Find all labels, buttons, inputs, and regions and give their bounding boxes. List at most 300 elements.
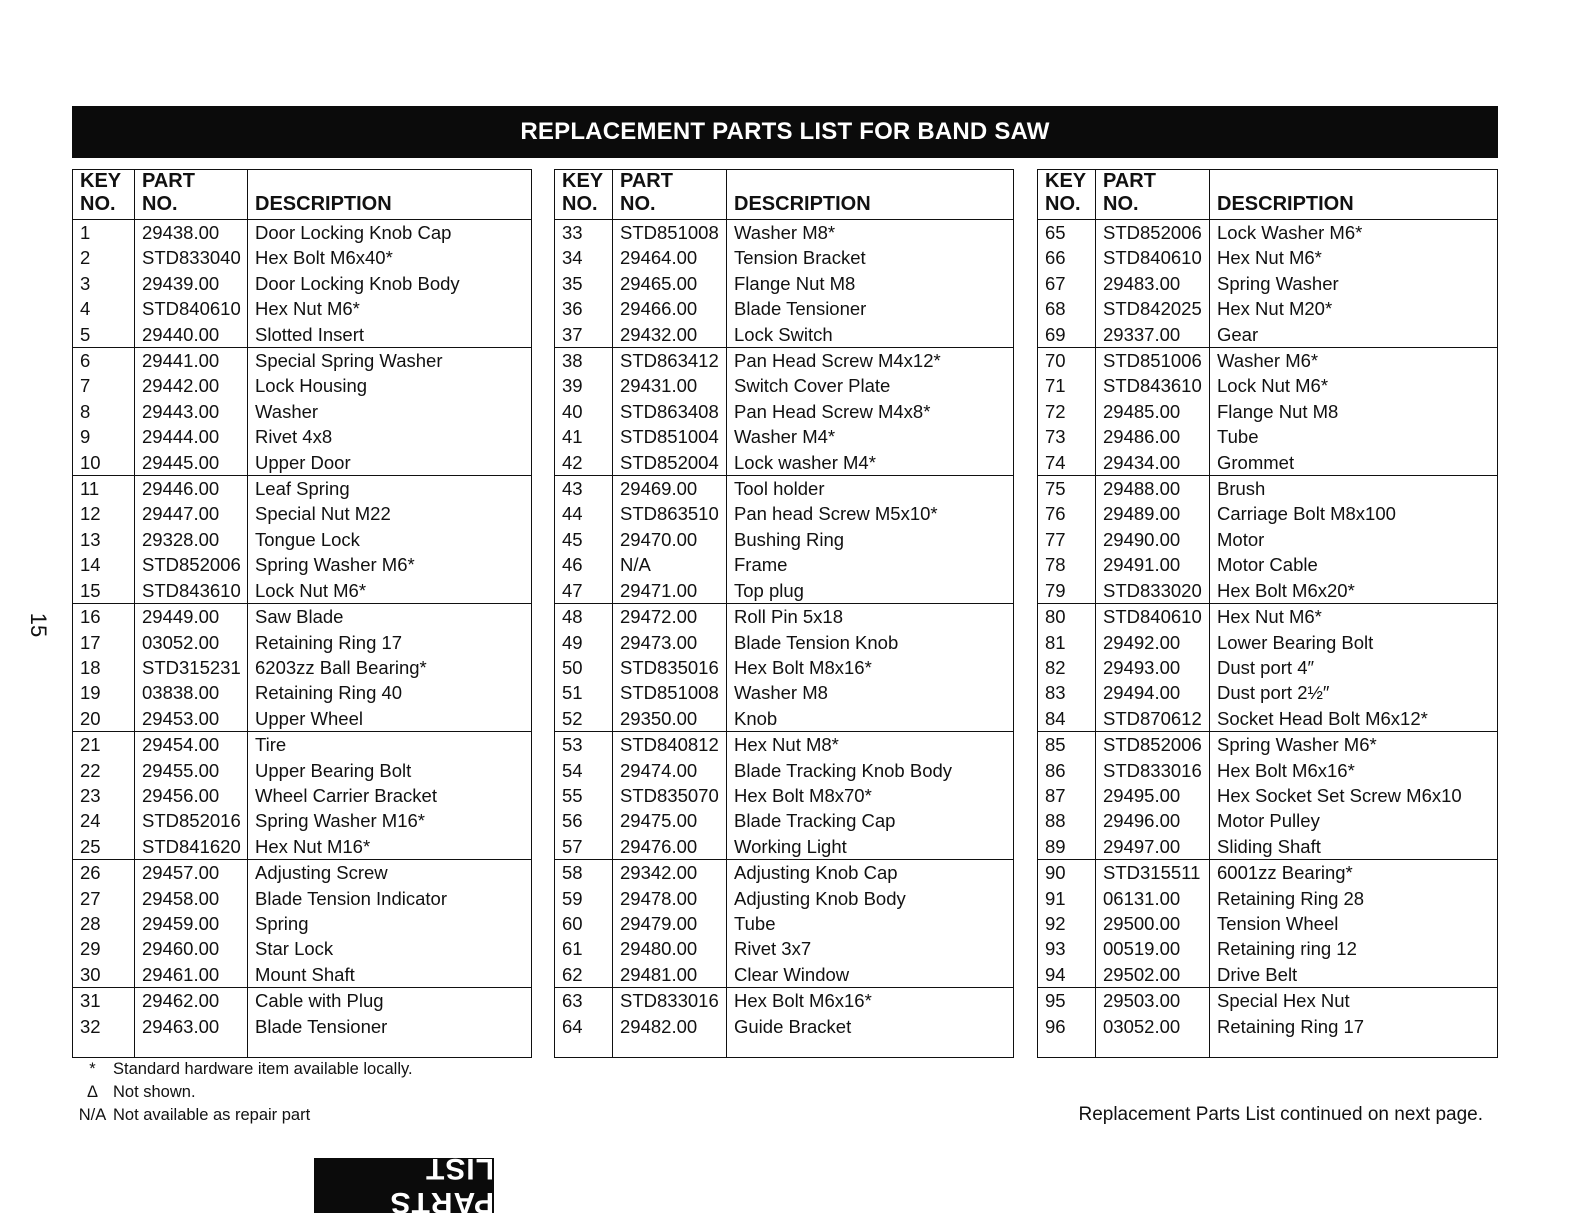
- table-row: [555, 348, 1014, 374]
- table-row: [1038, 373, 1498, 398]
- part-no-cell: 29482.00: [613, 1014, 727, 1039]
- part-no-cell: STD843610: [135, 578, 248, 604]
- table-row: [73, 706, 532, 732]
- key-no-cell: 25: [73, 834, 135, 860]
- key-no-cell: 40: [555, 399, 613, 424]
- description-cell: Rivet 4x8: [248, 424, 532, 449]
- description-cell: Spring Washer M6*: [1210, 732, 1498, 758]
- description-cell: Retaining Ring 17: [1210, 1014, 1498, 1039]
- part-no-cell: 29497.00: [1096, 834, 1210, 860]
- key-no-cell: 34: [555, 245, 613, 270]
- description-cell: Lock washer M4*: [727, 450, 1014, 476]
- description-cell: Pan Head Screw M4x8*: [727, 399, 1014, 424]
- part-no-cell: 29432.00: [613, 322, 727, 348]
- table-row: [1038, 808, 1498, 833]
- description-cell: Hex Nut M16*: [248, 834, 532, 860]
- key-no-cell: 82: [1038, 655, 1096, 680]
- part-no-cell: STD833016: [1096, 758, 1210, 783]
- description-cell: Carriage Bolt M8x100: [1210, 501, 1498, 526]
- parts-table-3: [1037, 169, 1498, 1058]
- description-cell: Special Hex Nut: [1210, 988, 1498, 1014]
- description-cell: Flange Nut M8: [727, 271, 1014, 296]
- part-no-cell: 29479.00: [613, 911, 727, 936]
- key-no-cell: 33: [555, 220, 613, 246]
- key-no-cell: 4: [73, 296, 135, 321]
- description-cell: Adjusting Screw: [248, 860, 532, 886]
- table-row: [1038, 834, 1498, 860]
- table-row: [1038, 399, 1498, 424]
- key-no-cell: 36: [555, 296, 613, 321]
- table-row: [1038, 860, 1498, 886]
- key-no-cell: 56: [555, 808, 613, 833]
- table-row: [555, 399, 1014, 424]
- part-no-cell: 29495.00: [1096, 783, 1210, 808]
- part-no-cell: STD842025: [1096, 296, 1210, 321]
- key-no-cell: 35: [555, 271, 613, 296]
- table-row: [555, 680, 1014, 705]
- part-no-cell: 29431.00: [613, 373, 727, 398]
- description-cell: Top plug: [727, 578, 1014, 604]
- key-no-cell: 43: [555, 476, 613, 502]
- key-no-cell: 27: [73, 886, 135, 911]
- part-no-cell: 29489.00: [1096, 501, 1210, 526]
- part-no-cell: 29459.00: [135, 911, 248, 936]
- description-cell: Tension Bracket: [727, 245, 1014, 270]
- part-no-cell: 29466.00: [613, 296, 727, 321]
- description-cell: Lock Nut M6*: [248, 578, 532, 604]
- table-row: [1038, 655, 1498, 680]
- key-no-cell: 83: [1038, 680, 1096, 705]
- part-no-cell: 29475.00: [613, 808, 727, 833]
- table-row: [1038, 271, 1498, 296]
- key-no-cell: 8: [73, 399, 135, 424]
- page-title: REPLACEMENT PARTS LIST FOR BAND SAW: [72, 106, 1498, 158]
- part-no-cell: 29476.00: [613, 834, 727, 860]
- description-cell: 6001zz Bearing*: [1210, 860, 1498, 886]
- part-no-cell: 29461.00: [135, 962, 248, 988]
- key-no-cell: 7: [73, 373, 135, 398]
- key-no-cell: 21: [73, 732, 135, 758]
- table-row: [73, 808, 532, 833]
- description-cell: Tube: [1210, 424, 1498, 449]
- part-no-cell: 00519.00: [1096, 936, 1210, 961]
- table-row: [1038, 706, 1498, 732]
- part-no-cell: 29441.00: [135, 348, 248, 374]
- description-cell: Flange Nut M8: [1210, 399, 1498, 424]
- table-row: [73, 732, 532, 758]
- part-no-cell: 29342.00: [613, 860, 727, 886]
- table-row: [555, 424, 1014, 449]
- key-no-cell: 29: [73, 936, 135, 961]
- description-cell: Hex Nut M20*: [1210, 296, 1498, 321]
- description-cell: Adjusting Knob Cap: [727, 860, 1014, 886]
- part-no-cell: STD833016: [613, 988, 727, 1014]
- part-no-cell: 29492.00: [1096, 630, 1210, 655]
- part-no-cell: 29473.00: [613, 630, 727, 655]
- key-no-header: KEY NO.: [1038, 170, 1096, 220]
- description-cell: Lower Bearing Bolt: [1210, 630, 1498, 655]
- table-row: [73, 680, 532, 705]
- table-row: [555, 271, 1014, 296]
- part-no-cell: STD315511: [1096, 860, 1210, 886]
- description-cell: Tension Wheel: [1210, 911, 1498, 936]
- table-row: [1038, 911, 1498, 936]
- description-cell: Wheel Carrier Bracket: [248, 783, 532, 808]
- continued-note: Replacement Parts List continued on next page.: [1078, 1104, 1483, 1125]
- table-row: [73, 604, 532, 630]
- table-row: [1038, 450, 1498, 476]
- description-cell: Leaf Spring: [248, 476, 532, 502]
- table-row: [1038, 1014, 1498, 1039]
- description-cell: Blade Tension Indicator: [248, 886, 532, 911]
- part-no-cell: STD835070: [613, 783, 727, 808]
- description-cell: Washer M4*: [727, 424, 1014, 449]
- empty-cell: [555, 1039, 613, 1058]
- description-cell: Washer M6*: [1210, 348, 1498, 374]
- table-row: [1038, 604, 1498, 630]
- description-cell: Grommet: [1210, 450, 1498, 476]
- part-no-cell: STD851008: [613, 680, 727, 705]
- description-cell: Special Spring Washer: [248, 348, 532, 374]
- footnote: [72, 1058, 413, 1081]
- key-no-cell: 62: [555, 962, 613, 988]
- table-row: [555, 578, 1014, 604]
- part-no-cell: 29350.00: [613, 706, 727, 732]
- part-no-cell: 03052.00: [1096, 1014, 1210, 1039]
- part-no-cell: STD840610: [135, 296, 248, 321]
- part-no-cell: 29478.00: [613, 886, 727, 911]
- footnote-text: Not shown.: [113, 1083, 196, 1101]
- table-row: [1038, 245, 1498, 270]
- part-no-cell: 29502.00: [1096, 962, 1210, 988]
- description-cell: Socket Head Bolt M6x12*: [1210, 706, 1498, 732]
- description-header: DESCRIPTION: [1210, 170, 1498, 220]
- table-row: [73, 245, 532, 270]
- key-no-cell: 76: [1038, 501, 1096, 526]
- parts-table-2: [554, 169, 1014, 1058]
- part-no-cell: STD843610: [1096, 373, 1210, 398]
- key-no-cell: 6: [73, 348, 135, 374]
- table-row: [1038, 758, 1498, 783]
- description-cell: Hex Bolt M8x16*: [727, 655, 1014, 680]
- description-cell: 6203zz Ball Bearing*: [248, 655, 532, 680]
- key-no-cell: 74: [1038, 450, 1096, 476]
- table-row: [555, 604, 1014, 630]
- part-no-cell: 29434.00: [1096, 450, 1210, 476]
- table-row: [73, 578, 532, 604]
- empty-cell: [1210, 1039, 1498, 1058]
- empty-cell: [1096, 1039, 1210, 1058]
- description-cell: Washer: [248, 399, 532, 424]
- part-no-cell: 29456.00: [135, 783, 248, 808]
- description-cell: Dust port 4″: [1210, 655, 1498, 680]
- key-no-cell: 31: [73, 988, 135, 1014]
- table-row: [73, 936, 532, 961]
- description-cell: Hex Nut M6*: [1210, 245, 1498, 270]
- key-no-cell: 48: [555, 604, 613, 630]
- key-no-cell: 20: [73, 706, 135, 732]
- table-row: [1038, 936, 1498, 961]
- part-no-cell: 29470.00: [613, 527, 727, 552]
- table-row: [555, 783, 1014, 808]
- table-row: [1038, 783, 1498, 808]
- key-no-cell: 95: [1038, 988, 1096, 1014]
- empty-cell: [1038, 1039, 1096, 1058]
- table-row: [1038, 220, 1498, 246]
- table-row: [555, 860, 1014, 886]
- part-no-cell: 29503.00: [1096, 988, 1210, 1014]
- footnote: [72, 1104, 413, 1127]
- part-no-cell: 29444.00: [135, 424, 248, 449]
- table-row: [1038, 501, 1498, 526]
- part-no-cell: STD852004: [613, 450, 727, 476]
- part-no-cell: 29480.00: [613, 936, 727, 961]
- part-no-cell: STD852016: [135, 808, 248, 833]
- key-no-cell: 16: [73, 604, 135, 630]
- description-cell: Bushing Ring: [727, 527, 1014, 552]
- part-no-cell: 29490.00: [1096, 527, 1210, 552]
- description-cell: Rivet 3x7: [727, 936, 1014, 961]
- key-no-cell: 5: [73, 322, 135, 348]
- part-no-cell: 29454.00: [135, 732, 248, 758]
- description-cell: Door Locking Knob Body: [248, 271, 532, 296]
- description-cell: Hex Bolt M6x16*: [727, 988, 1014, 1014]
- part-no-cell: 29472.00: [613, 604, 727, 630]
- key-no-cell: 51: [555, 680, 613, 705]
- table-row: [555, 220, 1014, 246]
- part-no-cell: 29442.00: [135, 373, 248, 398]
- description-cell: Upper Wheel: [248, 706, 532, 732]
- key-no-cell: 89: [1038, 834, 1096, 860]
- parts-table-1: [72, 169, 532, 1058]
- table-row: [555, 655, 1014, 680]
- part-no-cell: 29462.00: [135, 988, 248, 1014]
- footnote-symbol: *: [89, 1060, 96, 1078]
- key-no-cell: 39: [555, 373, 613, 398]
- key-no-cell: 72: [1038, 399, 1096, 424]
- description-cell: Lock Switch: [727, 322, 1014, 348]
- part-no-cell: 29445.00: [135, 450, 248, 476]
- empty-cell: [73, 1039, 135, 1058]
- part-no-header: PART NO.: [613, 170, 727, 220]
- key-no-cell: 1: [73, 220, 135, 246]
- key-no-cell: 90: [1038, 860, 1096, 886]
- key-no-cell: 58: [555, 860, 613, 886]
- table-row: [73, 886, 532, 911]
- table-row: [555, 1014, 1014, 1039]
- part-no-cell: 29465.00: [613, 271, 727, 296]
- table-row: [73, 501, 532, 526]
- description-header: DESCRIPTION: [248, 170, 532, 220]
- table-row: [1038, 886, 1498, 911]
- description-cell: Retaining Ring 17: [248, 630, 532, 655]
- table-row: [73, 348, 532, 374]
- key-no-cell: 42: [555, 450, 613, 476]
- table-row: [73, 1014, 532, 1039]
- description-cell: Working Light: [727, 834, 1014, 860]
- key-no-cell: 91: [1038, 886, 1096, 911]
- part-no-cell: 29485.00: [1096, 399, 1210, 424]
- part-no-cell: 29494.00: [1096, 680, 1210, 705]
- part-no-cell: STD852006: [1096, 220, 1210, 246]
- footnote-symbol: N/A: [78, 1106, 107, 1124]
- table-row: [73, 296, 532, 321]
- part-no-cell: 29453.00: [135, 706, 248, 732]
- description-cell: Slotted Insert: [248, 322, 532, 348]
- key-no-cell: 81: [1038, 630, 1096, 655]
- key-no-cell: 86: [1038, 758, 1096, 783]
- description-cell: Dust port 2½″: [1210, 680, 1498, 705]
- key-no-cell: 61: [555, 936, 613, 961]
- description-cell: Hex Bolt M6x16*: [1210, 758, 1498, 783]
- part-no-cell: 29500.00: [1096, 911, 1210, 936]
- description-cell: Hex Bolt M6x40*: [248, 245, 532, 270]
- table-row: [73, 271, 532, 296]
- table-row: [1038, 348, 1498, 374]
- description-cell: Hex Bolt M8x70*: [727, 783, 1014, 808]
- table-row: [73, 322, 532, 348]
- table-row: [73, 220, 532, 246]
- table-row: [73, 988, 532, 1014]
- table-row: [555, 936, 1014, 961]
- key-no-cell: 64: [555, 1014, 613, 1039]
- part-no-cell: STD833040: [135, 245, 248, 270]
- part-no-cell: 29438.00: [135, 220, 248, 246]
- part-no-cell: 29446.00: [135, 476, 248, 502]
- table-row: [73, 834, 532, 860]
- table-filler: [73, 1039, 532, 1058]
- table-row: [73, 758, 532, 783]
- key-no-cell: 49: [555, 630, 613, 655]
- description-cell: Special Nut M22: [248, 501, 532, 526]
- key-no-cell: 46: [555, 552, 613, 577]
- table-row: [555, 808, 1014, 833]
- key-no-cell: 28: [73, 911, 135, 936]
- key-no-cell: 37: [555, 322, 613, 348]
- table-row: [1038, 424, 1498, 449]
- part-no-cell: 29449.00: [135, 604, 248, 630]
- part-no-cell: N/A: [613, 552, 727, 577]
- part-no-cell: STD835016: [613, 655, 727, 680]
- page-number: 15: [26, 612, 52, 638]
- description-cell: Star Lock: [248, 936, 532, 961]
- empty-cell: [135, 1039, 248, 1058]
- description-cell: Drive Belt: [1210, 962, 1498, 988]
- parts-list-tab: PARTS LIST: [314, 1158, 494, 1213]
- part-no-cell: STD852006: [1096, 732, 1210, 758]
- description-cell: Hex Nut M6*: [248, 296, 532, 321]
- table-row: [555, 886, 1014, 911]
- table-row: [73, 630, 532, 655]
- table-row: [555, 296, 1014, 321]
- part-no-cell: 29460.00: [135, 936, 248, 961]
- table-row: [1038, 476, 1498, 502]
- part-no-cell: 29328.00: [135, 527, 248, 552]
- description-cell: Spring Washer: [1210, 271, 1498, 296]
- description-cell: Hex Nut M6*: [1210, 604, 1498, 630]
- key-no-cell: 65: [1038, 220, 1096, 246]
- footnote-text: Not available as repair part: [113, 1106, 311, 1124]
- table-filler: [555, 1039, 1014, 1058]
- table-row: [73, 860, 532, 886]
- part-no-cell: 29491.00: [1096, 552, 1210, 577]
- key-no-cell: 50: [555, 655, 613, 680]
- description-cell: Retaining Ring 28: [1210, 886, 1498, 911]
- table-row: [1038, 962, 1498, 988]
- part-no-cell: 29458.00: [135, 886, 248, 911]
- description-cell: Tube: [727, 911, 1014, 936]
- part-no-cell: 29496.00: [1096, 808, 1210, 833]
- table-row: [555, 732, 1014, 758]
- empty-cell: [613, 1039, 727, 1058]
- key-no-cell: 30: [73, 962, 135, 988]
- key-no-cell: 69: [1038, 322, 1096, 348]
- part-no-cell: 29488.00: [1096, 476, 1210, 502]
- table-row: [73, 399, 532, 424]
- description-cell: Pan head Screw M5x10*: [727, 501, 1014, 526]
- table-row: [555, 450, 1014, 476]
- part-no-cell: 29483.00: [1096, 271, 1210, 296]
- key-no-cell: 88: [1038, 808, 1096, 833]
- table-row: [73, 655, 532, 680]
- table-row: [555, 630, 1014, 655]
- table-row: [1038, 732, 1498, 758]
- key-no-cell: 94: [1038, 962, 1096, 988]
- table-row: [555, 552, 1014, 577]
- key-no-cell: 18: [73, 655, 135, 680]
- table-row: [73, 552, 532, 577]
- description-cell: Blade Tension Knob: [727, 630, 1014, 655]
- description-cell: Lock Washer M6*: [1210, 220, 1498, 246]
- table-row: [555, 245, 1014, 270]
- description-header: DESCRIPTION: [727, 170, 1014, 220]
- table-row: [73, 911, 532, 936]
- table-row: [1038, 527, 1498, 552]
- description-cell: Pan Head Screw M4x12*: [727, 348, 1014, 374]
- key-no-cell: 47: [555, 578, 613, 604]
- key-no-cell: 26: [73, 860, 135, 886]
- table-row: [555, 501, 1014, 526]
- footnote-text: Standard hardware item available locally.: [113, 1060, 413, 1078]
- part-no-cell: 29455.00: [135, 758, 248, 783]
- description-cell: Blade Tensioner: [248, 1014, 532, 1039]
- part-no-cell: 29439.00: [135, 271, 248, 296]
- key-no-cell: 57: [555, 834, 613, 860]
- description-cell: Tire: [248, 732, 532, 758]
- part-no-cell: STD851008: [613, 220, 727, 246]
- key-no-cell: 77: [1038, 527, 1096, 552]
- key-no-cell: 68: [1038, 296, 1096, 321]
- part-no-cell: STD833020: [1096, 578, 1210, 604]
- description-cell: Washer M8*: [727, 220, 1014, 246]
- key-no-cell: 12: [73, 501, 135, 526]
- table-row: [73, 783, 532, 808]
- description-cell: Blade Tracking Cap: [727, 808, 1014, 833]
- description-cell: Lock Nut M6*: [1210, 373, 1498, 398]
- key-no-cell: 84: [1038, 706, 1096, 732]
- table-row: [73, 424, 532, 449]
- key-no-cell: 96: [1038, 1014, 1096, 1039]
- part-no-cell: 29471.00: [613, 578, 727, 604]
- table-row: [73, 962, 532, 988]
- description-cell: Adjusting Knob Body: [727, 886, 1014, 911]
- key-no-cell: 79: [1038, 578, 1096, 604]
- empty-cell: [727, 1039, 1014, 1058]
- key-no-cell: 52: [555, 706, 613, 732]
- description-cell: Blade Tensioner: [727, 296, 1014, 321]
- part-no-cell: STD841620: [135, 834, 248, 860]
- key-no-cell: 14: [73, 552, 135, 577]
